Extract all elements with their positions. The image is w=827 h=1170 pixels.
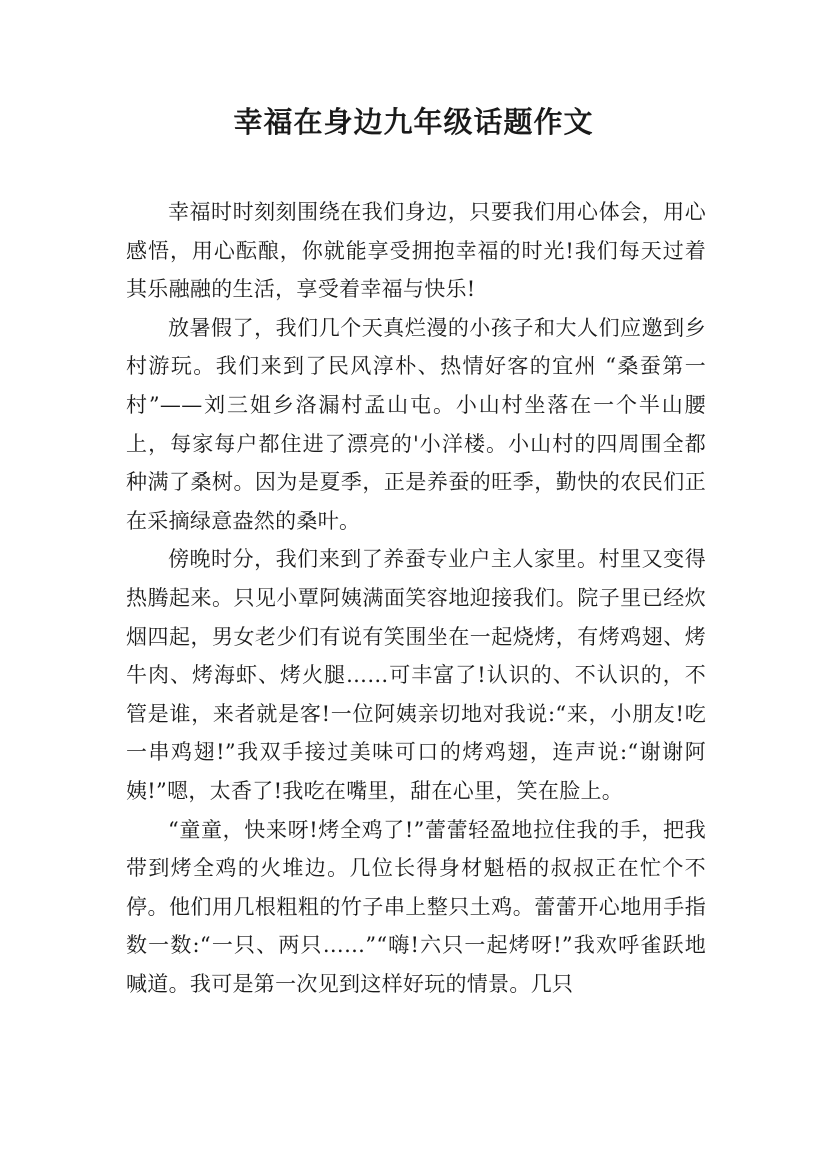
document-body [126,193,706,1003]
paragraph-4: “童童，快来呀!烤全鸡了!”蕾蕾轻盈地拉住我的手，把我带到烤全鸡的火堆边。几位长得身材魁梧的叔叔正在忙个不停。他们用几根粗粗的竹子串上整只土鸡。蕾蕾开心地用手指数一数:“一只、两只……”“嗨!六只一起烤呀!”我欢呼雀跃地喊道。我可是第一次见到这样好玩的情景。几只 [126,817,706,996]
document-title: 幸福在身边九年级话题作文 [233,105,594,139]
paragraph-1: 幸福时时刻刻围绕在我们身边，只要我们用心体会，用心感悟，用心酝酿，你就能享受拥抱幸福的时光!我们每天过着其乐融融的生活，享受着幸福与快乐! [126,200,706,302]
paragraph-2: 放暑假了，我们几个天真烂漫的小孩子和大人们应邀到乡村游玩。我们来到了民风淳朴、热情好客的宜州 “桑蚕第一村”——刘三姐乡洛漏村孟山屯。小山村坐落在一个半山腰上，每家每户都住进了漂亮的'小洋楼。小山村的四周围全都种满了桑树。因为是夏季，正是养蚕的旺季，勤快的农民们正在采摘绿意盎然的桑叶。 [126,315,706,533]
paragraph-3: 傍晚时分，我们来到了养蚕专业户主人家里。村里又变得热腾起来。只见小覃阿姨满面笑容地迎接我们。院子里已经炊烟四起，男女老少们有说有笑围坐在一起烧烤，有烤鸡翅、烤牛肉、烤海虾、烤火腿……可丰富了!认识的、不认识的，不管是谁，来者就是客!一位阿姨亲切地对我说:“来，小朋友!吃一串鸡翅!”我双手接过美味可口的烤鸡翅，连声说:“谢谢阿姨!”嗯，太香了!我吃在嘴里，甜在心里，笑在脸上。 [126,547,706,803]
